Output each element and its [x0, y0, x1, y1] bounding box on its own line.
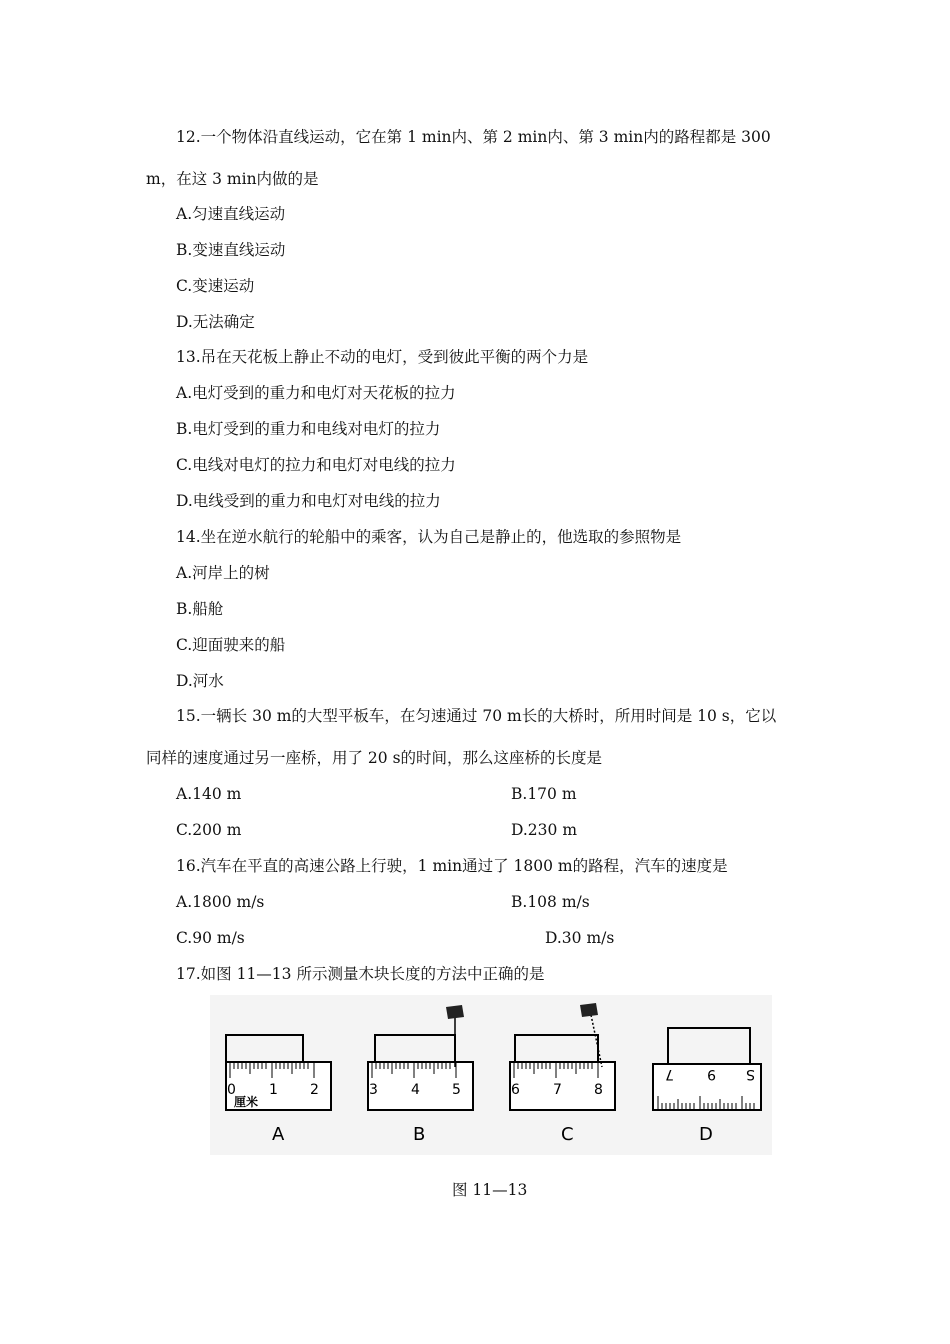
q12-option-d: D.无法确定	[176, 313, 255, 331]
q13-option-a: A.电灯受到的重力和电灯对天花板的拉力	[176, 384, 456, 402]
wood-block-a	[226, 1035, 303, 1062]
ruler-d-num-s: S	[746, 1066, 755, 1082]
panel-b	[368, 1005, 473, 1145]
ruler-a-num-2: 2	[310, 1082, 319, 1098]
ruler-a-num-0: 0	[227, 1082, 236, 1098]
ruler-figure	[210, 995, 772, 1155]
q14-option-d: D.河水	[176, 672, 224, 690]
ruler-b-num-4: 4	[411, 1082, 420, 1098]
q14-stem: 14.坐在逆水航行的轮船中的乘客，认为自己是静止的，他选取的参照物是	[176, 528, 682, 546]
wood-block-b	[375, 1035, 455, 1062]
ruler-unit-label: 厘米	[234, 1095, 259, 1109]
q12-option-a: A.匀速直线运动	[176, 205, 286, 223]
q15-option-b: B.170 m	[511, 785, 577, 803]
ruler-d-num-9: 9	[707, 1066, 716, 1082]
q13-option-b: B.电灯受到的重力和电线对电灯的拉力	[176, 420, 441, 438]
wood-block-d	[668, 1028, 750, 1064]
q12-stem-line2: m，在这 3 min内做的是	[146, 170, 319, 188]
panel-label-b: B	[413, 1124, 426, 1145]
q13-option-c: C.电线对电灯的拉力和电灯对电线的拉力	[176, 456, 456, 474]
q16-stem: 16.汽车在平直的高速公路上行驶，1 min通过了 1800 m的路程，汽车的速度是	[176, 857, 728, 875]
q17-stem: 17.如图 11—13 所示测量木块长度的方法中正确的是	[176, 965, 545, 983]
ruler-c-num-6: 6	[511, 1082, 520, 1098]
q12-option-c: C.变速运动	[176, 277, 255, 295]
q14-option-b: B.船舱	[176, 600, 224, 618]
q16-option-b: B.108 m/s	[511, 893, 590, 911]
ruler-c-num-8: 8	[594, 1082, 603, 1098]
q14-option-c: C.迎面驶来的船	[176, 636, 286, 654]
q16-option-d: D.30 m/s	[545, 929, 615, 947]
ruler-d-num-7: 7	[665, 1066, 674, 1082]
q15-stem-line2: 同样的速度通过另一座桥，用了 20 s的时间，那么这座桥的长度是	[146, 749, 603, 767]
ruler-a-num-1: 1	[269, 1082, 278, 1098]
panel-d	[653, 1028, 761, 1145]
eye-icon-c	[580, 1003, 598, 1017]
ruler-b-num-3: 3	[369, 1082, 378, 1098]
q12-stem-line1: 12.一个物体沿直线运动，它在第 1 min内、第 2 min内、第 3 min内的路程都是 300	[176, 128, 771, 146]
panel-c	[510, 1003, 615, 1145]
q16-option-c: C.90 m/s	[176, 929, 245, 947]
q14-option-a: A.河岸上的树	[176, 564, 270, 582]
q15-option-d: D.230 m	[511, 821, 578, 839]
q15-option-a: A.140 m	[176, 785, 242, 803]
q15-stem-line1: 15.一辆长 30 m的大型平板车，在匀速通过 70 m长的大桥时，所用时间是 10 s，它以	[176, 707, 777, 725]
sight-line-c	[591, 1015, 602, 1067]
q13-stem: 13.吊在天花板上静止不动的电灯，受到彼此平衡的两个力是	[176, 348, 589, 366]
q13-option-d: D.电线受到的重力和电灯对电线的拉力	[176, 492, 441, 510]
panel-label-c: C	[561, 1124, 574, 1145]
ruler-c-num-7: 7	[553, 1082, 562, 1098]
panel-a	[226, 1035, 331, 1145]
q12-option-b: B.变速直线运动	[176, 241, 286, 259]
eye-icon-b	[446, 1005, 464, 1019]
wood-block-c	[515, 1035, 598, 1062]
panel-label-a: A	[272, 1124, 285, 1145]
figure-caption: 图 11—13	[452, 1181, 528, 1199]
ruler-b-num-5: 5	[452, 1082, 461, 1098]
q15-option-c: C.200 m	[176, 821, 242, 839]
q16-option-a: A.1800 m/s	[176, 893, 265, 911]
panel-label-d: D	[699, 1124, 713, 1145]
